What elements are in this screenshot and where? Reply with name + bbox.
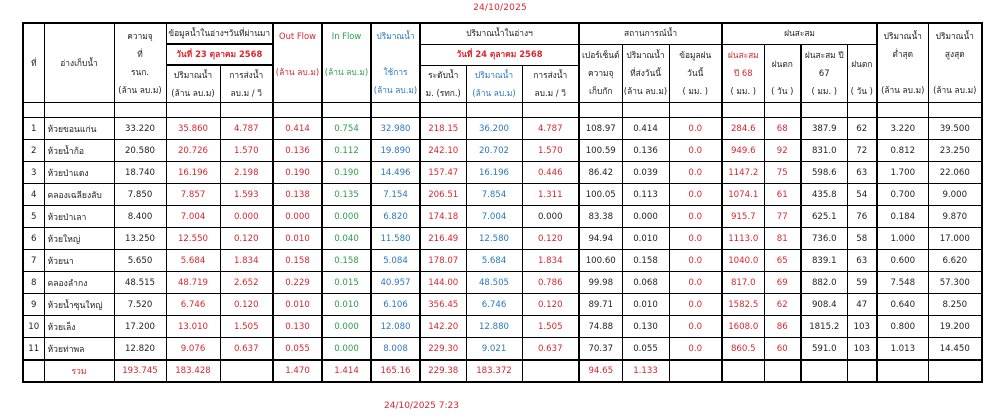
cell-pct: 100.60 bbox=[579, 250, 622, 272]
cell-out: 0.010 bbox=[273, 228, 322, 250]
cell-cv: 6.746 bbox=[466, 294, 522, 316]
cell-in: 0.158 bbox=[322, 250, 371, 272]
cell-no: 1 bbox=[23, 118, 44, 140]
cell-max: 22.060 bbox=[928, 162, 982, 184]
cell-cap: 13.250 bbox=[114, 228, 166, 250]
cell-max: 9.000 bbox=[928, 184, 982, 206]
cell-cap: 12.820 bbox=[114, 338, 166, 361]
cell-r68: 1147.2 bbox=[722, 162, 764, 184]
cell-rt: 0.0 bbox=[669, 162, 722, 184]
cell-cr: 4.787 bbox=[522, 118, 579, 140]
cell-in: 0.000 bbox=[322, 206, 371, 228]
cell-d68: 62 bbox=[764, 294, 801, 316]
total-usable: 165.16 bbox=[371, 360, 420, 382]
cell-d67: 103 bbox=[847, 338, 877, 361]
cell-r68: 284.6 bbox=[722, 118, 764, 140]
col-max-volume: ปริมาณน้ำ สูงสุด (ล้าน ลบ.ม) bbox=[928, 23, 982, 103]
table-row bbox=[23, 294, 982, 316]
cell-use: 14.496 bbox=[371, 162, 420, 184]
cell-d68: 69 bbox=[764, 272, 801, 294]
table-row bbox=[23, 250, 982, 272]
cell-name: คลองลำกง bbox=[44, 272, 114, 294]
col-rain-68: ฝนสะสม ปี 68 ( มม. ) bbox=[722, 44, 764, 103]
cell-min: 0.812 bbox=[877, 140, 928, 162]
col-prev-volume: ปริมาณน้ำ (ล้าน ลบ.ม) bbox=[166, 65, 220, 103]
col-no: ที่ bbox=[23, 23, 44, 103]
previous-date: วันที่ 23 ตุลาคม 2568 bbox=[166, 44, 273, 65]
table-header bbox=[23, 23, 982, 103]
cell-max: 17.000 bbox=[928, 228, 982, 250]
cell-d67: 62 bbox=[847, 118, 877, 140]
col-prev-release: การส่งน้ำ ลบ.ม / วิ bbox=[220, 65, 273, 103]
cell-r67: 831.0 bbox=[801, 140, 847, 162]
cell-min: 1.700 bbox=[877, 162, 928, 184]
cell-d68: 60 bbox=[764, 338, 801, 361]
cell-out: 0.130 bbox=[273, 316, 322, 338]
cell-r67: 598.6 bbox=[801, 162, 847, 184]
cell-max: 14.450 bbox=[928, 338, 982, 361]
table-row bbox=[23, 272, 982, 294]
cell-out: 0.414 bbox=[273, 118, 322, 140]
cell-in: 0.112 bbox=[322, 140, 371, 162]
report-timestamp: 24/10/2025 7:23 bbox=[384, 401, 459, 411]
cell-no: 9 bbox=[23, 294, 44, 316]
cell-r68: 817.0 bbox=[722, 272, 764, 294]
cell-rt: 0.0 bbox=[669, 184, 722, 206]
cell-pv: 20.726 bbox=[166, 140, 220, 162]
cell-out: 0.158 bbox=[273, 250, 322, 272]
cell-pr: 0.000 bbox=[220, 206, 273, 228]
cell-pct: 108.97 bbox=[579, 118, 622, 140]
col-inflow: In Flow (ล้าน ลบ.ม) bbox=[322, 23, 371, 103]
cell-d68: 81 bbox=[764, 228, 801, 250]
cell-cv: 7.004 bbox=[466, 206, 522, 228]
cell-use: 6.106 bbox=[371, 294, 420, 316]
table-row bbox=[23, 184, 982, 206]
col-rain-67: ฝนสะสม ปี 67 ( มม. ) bbox=[801, 44, 847, 103]
table-row bbox=[23, 338, 982, 361]
cell-cap: 7.520 bbox=[114, 294, 166, 316]
cell-out: 0.190 bbox=[273, 162, 322, 184]
table-row bbox=[23, 162, 982, 184]
cell-pr: 0.120 bbox=[220, 228, 273, 250]
cell-use: 12.080 bbox=[371, 316, 420, 338]
cell-d68: 65 bbox=[764, 250, 801, 272]
cell-cv: 16.196 bbox=[466, 162, 522, 184]
cell-rt: 0.0 bbox=[669, 118, 722, 140]
cell-name: คลองเฉลียงลับ bbox=[44, 184, 114, 206]
cell-max: 23.250 bbox=[928, 140, 982, 162]
cell-in: 0.135 bbox=[322, 184, 371, 206]
table-row bbox=[23, 206, 982, 228]
cell-d68: 68 bbox=[764, 118, 801, 140]
table-body bbox=[23, 103, 982, 118]
cell-pv: 12.550 bbox=[166, 228, 220, 250]
cell-cv: 12.580 bbox=[466, 228, 522, 250]
cell-use: 5.084 bbox=[371, 250, 420, 272]
cell-no: 6 bbox=[23, 228, 44, 250]
total-label: รวม bbox=[44, 360, 114, 382]
col-rain-days-67: ฝนตก ( วัน ) bbox=[847, 44, 877, 103]
cell-pct: 74.88 bbox=[579, 316, 622, 338]
cell-lvl: 218.15 bbox=[420, 118, 466, 140]
cell-use: 19.890 bbox=[371, 140, 420, 162]
cell-no: 5 bbox=[23, 206, 44, 228]
cell-pr: 0.120 bbox=[220, 294, 273, 316]
cell-min: 0.640 bbox=[877, 294, 928, 316]
cell-name: ห้วยใหญ่ bbox=[44, 228, 114, 250]
cell-max: 19.200 bbox=[928, 316, 982, 338]
cell-d68: 92 bbox=[764, 140, 801, 162]
cell-pct: 70.37 bbox=[579, 338, 622, 361]
cell-d67: 72 bbox=[847, 140, 877, 162]
cell-cr: 0.637 bbox=[522, 338, 579, 361]
col-percent: เปอร์เซ็นต์ ความจุ เก็บกัก bbox=[579, 44, 622, 103]
cell-r68: 1113.0 bbox=[722, 228, 764, 250]
reservoir-table bbox=[22, 22, 983, 383]
cell-cv: 12.880 bbox=[466, 316, 522, 338]
cell-pr: 0.637 bbox=[220, 338, 273, 361]
cell-lvl: 157.47 bbox=[420, 162, 466, 184]
cell-cv: 7.854 bbox=[466, 184, 522, 206]
cell-out: 0.136 bbox=[273, 140, 322, 162]
cell-r67: 908.4 bbox=[801, 294, 847, 316]
cell-pv: 7.004 bbox=[166, 206, 220, 228]
cell-lvl: 142.20 bbox=[420, 316, 466, 338]
cell-pr: 1.505 bbox=[220, 316, 273, 338]
col-rain-today: ข้อมูลฝน วันนี้ ( มม. ) bbox=[669, 44, 722, 103]
cell-d67: 76 bbox=[847, 206, 877, 228]
cell-name: ห้วยป่าแดง bbox=[44, 162, 114, 184]
cell-out: 0.000 bbox=[273, 206, 322, 228]
cell-pv: 16.196 bbox=[166, 162, 220, 184]
cell-rt: 0.0 bbox=[669, 228, 722, 250]
cell-pr: 1.570 bbox=[220, 140, 273, 162]
cell-min: 0.700 bbox=[877, 184, 928, 206]
cell-cv: 5.684 bbox=[466, 250, 522, 272]
cell-pct: 83.38 bbox=[579, 206, 622, 228]
col-min-volume: ปริมาณน้ำ ต่ำสุด (ล้าน ลบ.ม) bbox=[877, 23, 928, 103]
cell-cap: 7.850 bbox=[114, 184, 166, 206]
cell-cr: 0.000 bbox=[522, 206, 579, 228]
col-reservoir: อ่างเก็บน้ำ bbox=[44, 23, 114, 103]
cell-min: 1.013 bbox=[877, 338, 928, 361]
cell-max: 6.620 bbox=[928, 250, 982, 272]
cell-d67: 63 bbox=[847, 162, 877, 184]
cell-d68: 75 bbox=[764, 162, 801, 184]
cell-lvl: 229.30 bbox=[420, 338, 466, 361]
cell-cr: 0.786 bbox=[522, 272, 579, 294]
col-today-release: ปริมาณน้ำ ที่ส่งวันนี้ (ล้าน ลบ.ม) bbox=[622, 44, 669, 103]
cell-tr: 0.055 bbox=[622, 338, 669, 361]
cell-rt: 0.0 bbox=[669, 250, 722, 272]
total-percent: 94.65 bbox=[579, 360, 622, 382]
cell-name: ห้วยเล็ง bbox=[44, 316, 114, 338]
cell-use: 8.008 bbox=[371, 338, 420, 361]
cell-d67: 58 bbox=[847, 228, 877, 250]
cell-name: ห้วยป่าเลา bbox=[44, 206, 114, 228]
cell-cv: 9.021 bbox=[466, 338, 522, 361]
col-outflow: Out Flow (ล้าน ลบ.ม) bbox=[273, 23, 322, 103]
cell-use: 32.980 bbox=[371, 118, 420, 140]
cell-pr: 1.593 bbox=[220, 184, 273, 206]
cell-rt: 0.0 bbox=[669, 140, 722, 162]
cell-cap: 17.200 bbox=[114, 316, 166, 338]
cell-r67: 387.9 bbox=[801, 118, 847, 140]
cell-d68: 77 bbox=[764, 206, 801, 228]
cell-cap: 33.220 bbox=[114, 118, 166, 140]
cell-r67: 736.0 bbox=[801, 228, 847, 250]
cell-tr: 0.414 bbox=[622, 118, 669, 140]
col-rain-days-68: ฝนตก ( วัน ) bbox=[764, 44, 801, 103]
cell-max: 39.500 bbox=[928, 118, 982, 140]
cell-pr: 1.834 bbox=[220, 250, 273, 272]
cell-use: 7.154 bbox=[371, 184, 420, 206]
cell-in: 0.754 bbox=[322, 118, 371, 140]
cell-cr: 1.570 bbox=[522, 140, 579, 162]
cell-tr: 0.000 bbox=[622, 206, 669, 228]
cell-tr: 0.039 bbox=[622, 162, 669, 184]
cell-name: ห้วยนา bbox=[44, 250, 114, 272]
cell-r67: 882.0 bbox=[801, 272, 847, 294]
cell-tr: 0.136 bbox=[622, 140, 669, 162]
cell-name: ห้วยท่าพล bbox=[44, 338, 114, 361]
cell-no: 2 bbox=[23, 140, 44, 162]
cell-tr: 0.010 bbox=[622, 228, 669, 250]
total-prev-release bbox=[220, 360, 273, 382]
col-capacity: ความจุ ที่ รนก. (ล้าน ลบ.ม) bbox=[114, 23, 166, 103]
spacer-row bbox=[23, 103, 982, 118]
cell-r68: 1040.0 bbox=[722, 250, 764, 272]
cell-d67: 47 bbox=[847, 294, 877, 316]
cell-lvl: 178.07 bbox=[420, 250, 466, 272]
cell-pv: 7.857 bbox=[166, 184, 220, 206]
cell-no: 11 bbox=[23, 338, 44, 361]
table-row bbox=[23, 228, 982, 250]
col-curr-level: ระดับน้ำ ม. (รทก.) bbox=[420, 65, 466, 103]
cell-rt: 0.0 bbox=[669, 272, 722, 294]
cell-pct: 86.42 bbox=[579, 162, 622, 184]
cell-name: ห้วยขอนแก่น bbox=[44, 118, 114, 140]
cell-in: 0.040 bbox=[322, 228, 371, 250]
cell-in: 0.190 bbox=[322, 162, 371, 184]
cell-tr: 0.158 bbox=[622, 250, 669, 272]
cell-cap: 8.400 bbox=[114, 206, 166, 228]
cell-no: 8 bbox=[23, 272, 44, 294]
cell-r68: 949.6 bbox=[722, 140, 764, 162]
cell-in: 0.010 bbox=[322, 294, 371, 316]
current-date: วันที่ 24 ตุลาคม 2568 bbox=[420, 44, 579, 65]
total-level: 229.38 bbox=[420, 360, 466, 382]
cell-r68: 1582.5 bbox=[722, 294, 764, 316]
cell-pct: 89.71 bbox=[579, 294, 622, 316]
cell-no: 10 bbox=[23, 316, 44, 338]
cell-pr: 2.198 bbox=[220, 162, 273, 184]
cell-pr: 2.652 bbox=[220, 272, 273, 294]
cell-cap: 48.515 bbox=[114, 272, 166, 294]
cell-min: 3.220 bbox=[877, 118, 928, 140]
cell-pv: 5.684 bbox=[166, 250, 220, 272]
cell-cr: 1.311 bbox=[522, 184, 579, 206]
cell-in: 0.000 bbox=[322, 316, 371, 338]
cell-cr: 1.505 bbox=[522, 316, 579, 338]
cell-min: 0.184 bbox=[877, 206, 928, 228]
cell-pct: 100.05 bbox=[579, 184, 622, 206]
cell-in: 0.015 bbox=[322, 272, 371, 294]
cell-r67: 435.8 bbox=[801, 184, 847, 206]
cell-lvl: 356.45 bbox=[420, 294, 466, 316]
group-previous-day: ข้อมูลน้ำในอ่างฯวันที่ผ่านมา bbox=[166, 23, 273, 44]
cell-cr: 0.120 bbox=[522, 294, 579, 316]
cell-d68: 61 bbox=[764, 184, 801, 206]
cell-r68: 1608.0 bbox=[722, 316, 764, 338]
cell-cr: 0.446 bbox=[522, 162, 579, 184]
cell-r68: 915.7 bbox=[722, 206, 764, 228]
cell-min: 1.000 bbox=[877, 228, 928, 250]
cell-lvl: 206.51 bbox=[420, 184, 466, 206]
cell-no: 4 bbox=[23, 184, 44, 206]
cell-d67: 103 bbox=[847, 316, 877, 338]
cell-no: 3 bbox=[23, 162, 44, 184]
data-rows bbox=[23, 118, 982, 361]
cell-cv: 36.200 bbox=[466, 118, 522, 140]
cell-cap: 5.650 bbox=[114, 250, 166, 272]
total-today-release: 1.133 bbox=[622, 360, 669, 382]
cell-pv: 6.746 bbox=[166, 294, 220, 316]
cell-pct: 94.94 bbox=[579, 228, 622, 250]
group-current-day: ปริมาณน้ำในอ่างฯ bbox=[420, 23, 579, 44]
cell-r67: 1815.2 bbox=[801, 316, 847, 338]
cell-lvl: 216.49 bbox=[420, 228, 466, 250]
cell-r68: 1074.1 bbox=[722, 184, 764, 206]
cell-out: 0.138 bbox=[273, 184, 322, 206]
cell-use: 11.580 bbox=[371, 228, 420, 250]
cell-pct: 99.98 bbox=[579, 272, 622, 294]
cell-use: 6.820 bbox=[371, 206, 420, 228]
cell-r67: 839.1 bbox=[801, 250, 847, 272]
cell-cr: 0.120 bbox=[522, 228, 579, 250]
cell-max: 8.250 bbox=[928, 294, 982, 316]
total-prev-volume: 183.428 bbox=[166, 360, 220, 382]
cell-cr: 1.834 bbox=[522, 250, 579, 272]
col-usable: ปริมาณน้ำ ใช้การ (ล้าน ลบ.ม) bbox=[371, 23, 420, 103]
cell-lvl: 174.18 bbox=[420, 206, 466, 228]
cell-tr: 0.130 bbox=[622, 316, 669, 338]
cell-name: ห้วยน้ำซุนใหญ่ bbox=[44, 294, 114, 316]
cell-lvl: 144.00 bbox=[420, 272, 466, 294]
cell-tr: 0.113 bbox=[622, 184, 669, 206]
cell-no: 7 bbox=[23, 250, 44, 272]
cell-use: 40.957 bbox=[371, 272, 420, 294]
cell-max: 57.300 bbox=[928, 272, 982, 294]
total-curr-volume: 183.372 bbox=[466, 360, 522, 382]
cell-rt: 0.0 bbox=[669, 316, 722, 338]
group-rain: ฝนสะสม bbox=[722, 23, 877, 44]
cell-rt: 0.0 bbox=[669, 338, 722, 361]
cell-name: ห้วยน้ำก้อ bbox=[44, 140, 114, 162]
group-water-status: สถานการณ์น้ำ bbox=[579, 23, 722, 44]
cell-pv: 9.076 bbox=[166, 338, 220, 361]
col-curr-volume: ปริมาณน้ำ (ล้าน ลบ.ม) bbox=[466, 65, 522, 103]
cell-pct: 100.59 bbox=[579, 140, 622, 162]
total-outflow: 1.470 bbox=[273, 360, 322, 382]
total-row bbox=[23, 360, 982, 382]
cell-d68: 86 bbox=[764, 316, 801, 338]
cell-d67: 54 bbox=[847, 184, 877, 206]
table-row bbox=[23, 316, 982, 338]
cell-max: 9.870 bbox=[928, 206, 982, 228]
total-curr-release bbox=[522, 360, 579, 382]
total-capacity: 193.745 bbox=[114, 360, 166, 382]
cell-r67: 625.1 bbox=[801, 206, 847, 228]
cell-cv: 48.505 bbox=[466, 272, 522, 294]
cell-pv: 35.860 bbox=[166, 118, 220, 140]
cell-d67: 63 bbox=[847, 250, 877, 272]
cell-out: 0.229 bbox=[273, 272, 322, 294]
table-row bbox=[23, 140, 982, 162]
cell-cap: 20.580 bbox=[114, 140, 166, 162]
cell-out: 0.055 bbox=[273, 338, 322, 361]
cell-in: 0.000 bbox=[322, 338, 371, 361]
cell-min: 0.600 bbox=[877, 250, 928, 272]
cell-pr: 4.787 bbox=[220, 118, 273, 140]
cell-tr: 0.068 bbox=[622, 272, 669, 294]
cell-pv: 13.010 bbox=[166, 316, 220, 338]
col-curr-release: การส่งน้ำ ลบ.ม / วิ bbox=[522, 65, 579, 103]
cell-out: 0.010 bbox=[273, 294, 322, 316]
table-row bbox=[23, 118, 982, 140]
cell-lvl: 242.10 bbox=[420, 140, 466, 162]
cell-rt: 0.0 bbox=[669, 294, 722, 316]
cell-cap: 18.740 bbox=[114, 162, 166, 184]
cell-rt: 0.0 bbox=[669, 206, 722, 228]
cell-tr: 0.010 bbox=[622, 294, 669, 316]
cell-min: 7.548 bbox=[877, 272, 928, 294]
report-date: 24/10/2025 bbox=[473, 3, 527, 13]
cell-r68: 860.5 bbox=[722, 338, 764, 361]
cell-cv: 20.702 bbox=[466, 140, 522, 162]
cell-d67: 59 bbox=[847, 272, 877, 294]
total-inflow: 1.414 bbox=[322, 360, 371, 382]
cell-r67: 591.0 bbox=[801, 338, 847, 361]
cell-pv: 48.719 bbox=[166, 272, 220, 294]
cell-min: 0.800 bbox=[877, 316, 928, 338]
